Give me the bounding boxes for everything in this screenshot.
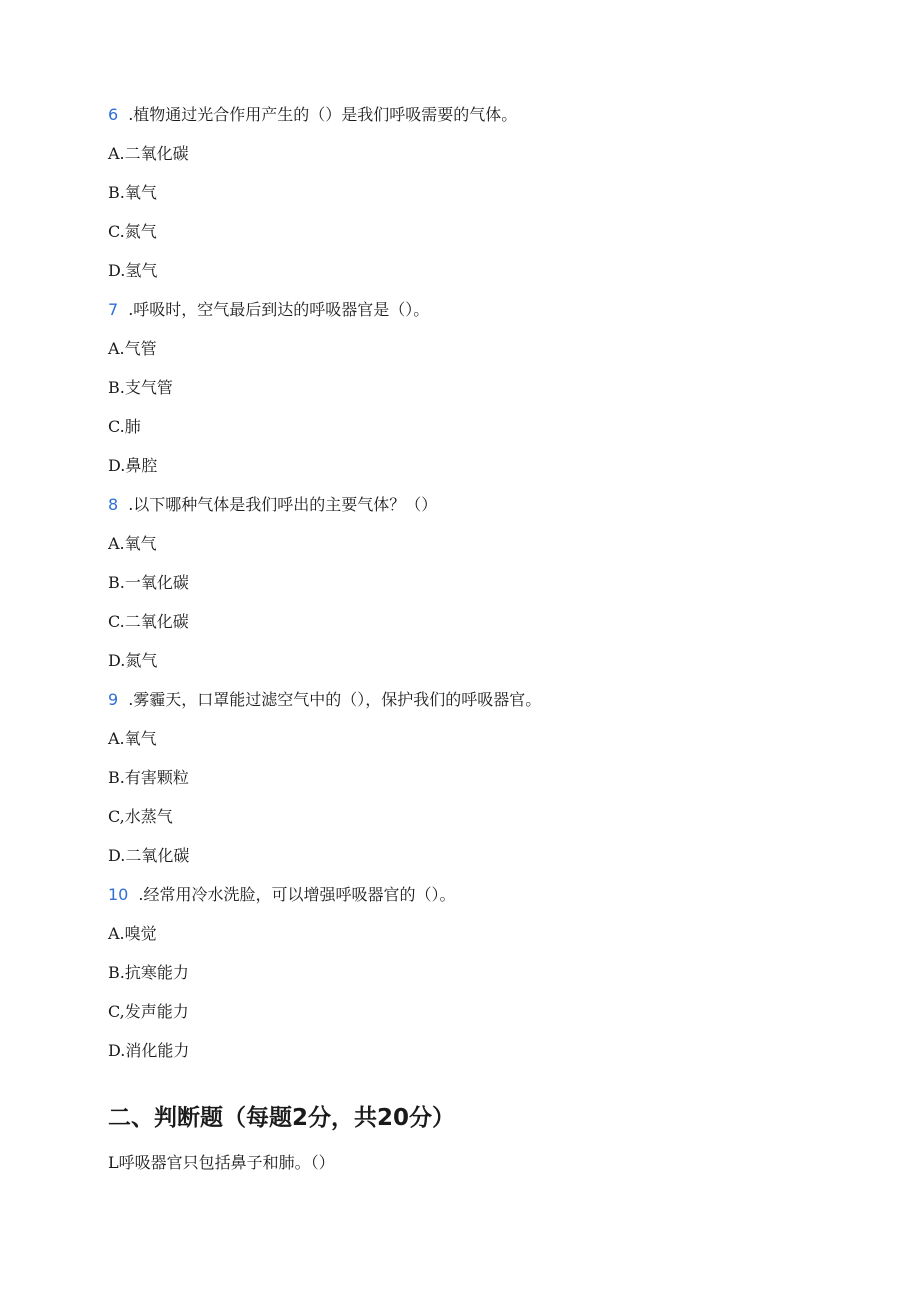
- option-d: D.消化能力: [108, 1041, 190, 1060]
- option-a: A.氧气: [108, 534, 157, 553]
- question-text: .雾霾天，口罩能过滤空气中的（），保护我们的呼吸器官。: [128, 690, 542, 709]
- option-b: B.抗寒能力: [108, 963, 189, 982]
- option-b: B.氧气: [108, 183, 157, 202]
- option-d: D.氢气: [108, 261, 158, 280]
- option-a: A.嗅觉: [108, 924, 157, 943]
- option-c: C.氮气: [108, 222, 157, 241]
- judgement-item-1: L呼吸器官只包括鼻子和肺。（）: [108, 1153, 335, 1172]
- question-9: [108, 690, 541, 710]
- question-7: [108, 300, 429, 320]
- question-number: 8: [108, 495, 119, 514]
- question-6: [108, 105, 517, 125]
- option-c: C.二氧化碳: [108, 612, 189, 631]
- option-d: D.二氧化碳: [108, 846, 190, 865]
- option-c: C,发声能力: [108, 1002, 189, 1021]
- option-a: A.气管: [108, 339, 157, 358]
- question-text: .以下哪种气体是我们呼出的主要气体？（）: [128, 495, 438, 514]
- question-number: 6: [108, 105, 119, 124]
- option-a: A.二氧化碳: [108, 144, 189, 163]
- option-d: D.氮气: [108, 651, 158, 670]
- question-10: [108, 885, 455, 905]
- option-c: C.肺: [108, 417, 141, 436]
- question-8: [108, 495, 437, 515]
- option-b: B.支气管: [108, 378, 173, 397]
- section-heading: 二、判断题（每题2分，共20分）: [108, 1105, 456, 1131]
- question-number: 7: [108, 300, 119, 319]
- option-c: C,水蒸气: [108, 807, 173, 826]
- question-number: 9: [108, 690, 119, 709]
- option-d: D.鼻腔: [108, 456, 158, 475]
- question-text: .植物通过光合作用产生的（）是我们呼吸需要的气体。: [128, 105, 518, 124]
- question-text: .经常用冷水洗脸，可以增强呼吸器官的（）。: [138, 885, 456, 904]
- question-text: .呼吸时，空气最后到达的呼吸器官是（）。: [128, 300, 430, 319]
- question-number: 10: [108, 885, 129, 904]
- option-b: B.一氧化碳: [108, 573, 189, 592]
- option-b: B.有害颗粒: [108, 768, 189, 787]
- option-a: A.氧气: [108, 729, 157, 748]
